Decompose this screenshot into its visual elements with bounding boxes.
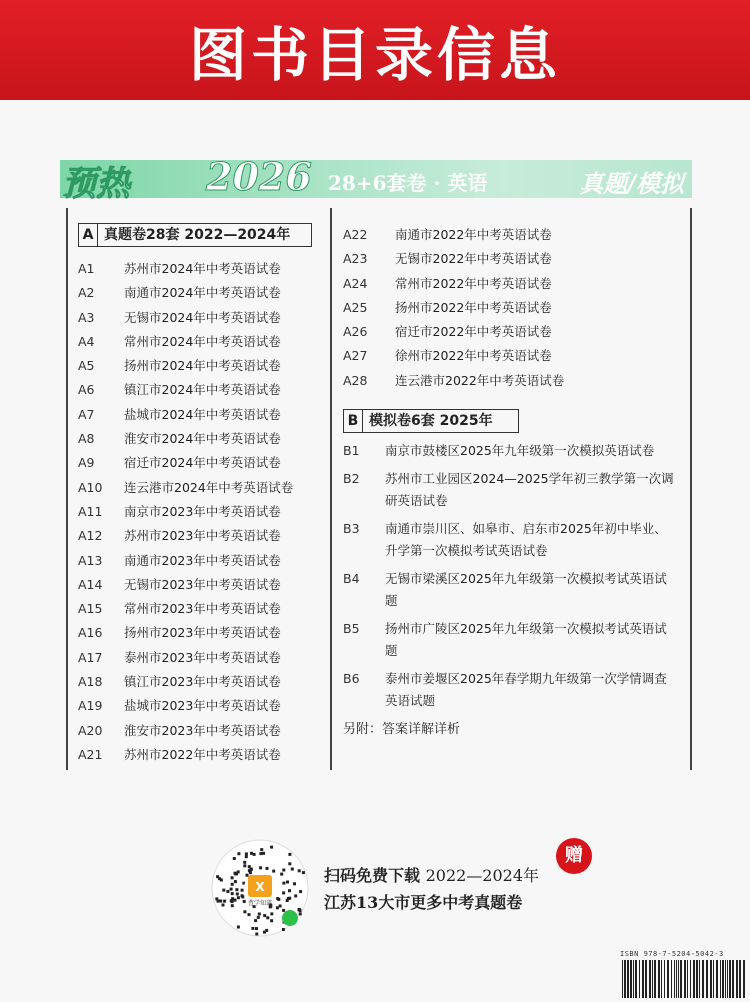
toc-item-a26	[343, 320, 688, 344]
toc-item-title: 无锡市2023年中考英语试卷	[124, 576, 281, 592]
toc-item-code: A19	[78, 698, 103, 714]
toc-item-title: 无锡市2024年中考英语试卷	[124, 309, 281, 325]
toc-item-a4	[78, 330, 318, 354]
toc-item-title: 宿迁市2024年中考英语试卷	[124, 455, 281, 471]
toc-item-title: 南京市鼓楼区2025年九年级第一次模拟英语试卷	[385, 443, 655, 459]
toc-item-code: A28	[343, 372, 368, 388]
toc-item-code: A12	[78, 528, 103, 544]
toc-item-a7	[78, 403, 318, 427]
toc-item-a10	[78, 476, 318, 500]
toc-item-a28	[343, 369, 688, 393]
toc-item-title: 镇江市2023年中考英语试卷	[124, 674, 281, 690]
middle-divider-line	[330, 208, 332, 770]
toc-item-code: B6	[343, 671, 360, 687]
toc-item-code: A27	[343, 348, 368, 364]
toc-item-b5	[343, 618, 688, 662]
toc-item-a27	[343, 344, 688, 368]
toc-item-a25	[343, 296, 688, 320]
toc-item-a2	[78, 281, 318, 305]
toc-item-title: 镇江市2024年中考英语试卷	[124, 382, 281, 398]
toc-item-title: 扬州市2024年中考英语试卷	[124, 358, 281, 374]
section-a-header	[78, 223, 312, 247]
toc-item-a3	[78, 306, 318, 330]
isbn-barcode	[620, 950, 750, 1000]
toc-item-title: 泰州市2023年中考英语试卷	[124, 649, 281, 665]
toc-item-code: B2	[343, 471, 360, 487]
book-year: 2026	[206, 154, 312, 199]
toc-item-a18	[78, 670, 318, 694]
toc-item-title: 常州市2024年中考英语试卷	[124, 333, 281, 349]
section-b-list	[343, 440, 688, 712]
section-b-title: 模拟卷6套 2025年	[369, 413, 493, 430]
toc-item-code: A22	[343, 227, 368, 242]
right-column	[343, 223, 688, 737]
qr-code[interactable]	[210, 838, 310, 938]
section-a-continued-list	[343, 223, 688, 393]
toc-item-code: A1	[78, 261, 95, 276]
toc-item-title: 宿迁市2022年中考英语试卷	[395, 324, 552, 340]
section-a-column	[78, 223, 318, 767]
toc-item-a9	[78, 451, 318, 475]
section-b-header	[343, 409, 519, 433]
toc-item-title: 盐城市2023年中考英语试卷	[124, 698, 281, 714]
toc-item-a22	[343, 223, 688, 247]
svg-text:X: X	[255, 880, 265, 894]
toc-item-a14	[78, 573, 318, 597]
toc-item-title: 南通市2022年中考英语试卷	[395, 227, 552, 242]
toc-item-a20	[78, 719, 318, 743]
toc-item-a23	[343, 247, 688, 271]
toc-item-code: A17	[78, 649, 103, 665]
toc-item-code: B3	[343, 521, 360, 537]
section-a-list	[78, 257, 318, 767]
toc-item-title: 苏州市2022年中考英语试卷	[124, 746, 281, 762]
left-border-line	[66, 208, 68, 770]
section-b-letter: B	[344, 410, 363, 432]
banner-title: 图书目录信息	[188, 21, 561, 89]
toc-item-code: A16	[78, 625, 103, 641]
toc-item-b3	[343, 518, 688, 562]
toc-item-code: A10	[78, 479, 103, 495]
toc-item-title: 淮安市2024年中考英语试卷	[124, 431, 281, 447]
toc-item-code: A21	[78, 746, 103, 762]
qr-code-graphic	[210, 838, 310, 938]
promo-year-range: 2022—2024年	[425, 866, 540, 885]
toc-item-title: 苏州市工业园区2024—2025学年初三教学第一次调研英语试卷	[385, 471, 674, 509]
toc-item-a21	[78, 743, 318, 767]
toc-item-code: A24	[343, 275, 368, 291]
toc-item-title: 泰州市姜堰区2025年春学期九年级第一次学情调查英语试题	[385, 671, 667, 709]
appendix-note: 另附：答案详解详析	[343, 722, 461, 738]
toc-item-code: A9	[78, 455, 95, 471]
toc-item-code: A23	[343, 251, 368, 267]
toc-item-a11	[78, 500, 318, 524]
toc-item-code: A25	[343, 299, 368, 315]
toc-item-title: 徐州市2022年中考英语试卷	[395, 348, 552, 364]
toc-item-title: 连云港市2022年中考英语试卷	[395, 372, 565, 388]
toc-item-title: 无锡市2022年中考英语试卷	[395, 251, 552, 267]
toc-item-b1	[343, 440, 688, 462]
toc-item-title: 常州市2022年中考英语试卷	[395, 275, 552, 291]
book-title-band	[60, 154, 692, 204]
toc-item-title: 扬州市2022年中考英语试卷	[395, 299, 552, 315]
toc-item-a12	[78, 524, 318, 548]
toc-item-a24	[343, 272, 688, 296]
toc-item-code: A5	[78, 358, 95, 374]
toc-item-b4	[343, 568, 688, 612]
toc-item-title: 盐城市2024年中考英语试卷	[124, 406, 281, 422]
toc-item-code: A11	[78, 503, 103, 519]
gift-badge: 赠	[556, 838, 592, 874]
toc-item-a16	[78, 621, 318, 645]
toc-item-title: 常州市2023年中考英语试卷	[124, 601, 281, 617]
toc-item-a19	[78, 694, 318, 718]
toc-item-a13	[78, 549, 318, 573]
right-border-line	[690, 208, 692, 770]
toc-item-a6	[78, 378, 318, 402]
toc-item-code: B1	[343, 443, 360, 459]
toc-item-a17	[78, 646, 318, 670]
qr-brand-text: 曹学知道	[247, 900, 273, 907]
toc-item-a1	[78, 257, 318, 281]
toc-item-title: 南通市2024年中考英语试卷	[124, 285, 281, 301]
toc-item-a5	[78, 354, 318, 378]
book-subtitle: 28+6套卷 · 英语	[328, 171, 488, 195]
book-prefix: 预热	[62, 164, 130, 204]
section-a-title: 真题卷28套 2022—2024年	[104, 227, 291, 243]
toc-item-title: 南京市2023年中考英语试卷	[124, 503, 281, 519]
toc-item-title: 扬州市2023年中考英语试卷	[124, 625, 281, 641]
section-a-letter: A	[79, 224, 98, 246]
toc-item-code: A20	[78, 722, 103, 738]
book-type: 真题/模拟	[579, 169, 684, 198]
toc-item-title: 苏州市2023年中考英语试卷	[124, 528, 281, 544]
toc-item-code: B5	[343, 621, 360, 637]
toc-item-a15	[78, 597, 318, 621]
promo-line-2: 江苏13大市更多中考真题卷	[324, 893, 523, 912]
toc-item-code: A13	[78, 552, 103, 568]
top-banner	[0, 0, 750, 100]
toc-item-code: A14	[78, 576, 103, 592]
toc-item-code: A8	[78, 431, 95, 447]
toc-item-code: A18	[78, 674, 103, 690]
toc-item-code: A4	[78, 333, 95, 349]
toc-item-code: A7	[78, 406, 95, 422]
toc-item-code: A6	[78, 382, 95, 398]
toc-item-b6	[343, 668, 688, 712]
toc-item-a8	[78, 427, 318, 451]
promo-line-1	[324, 863, 539, 886]
toc-item-title: 南通市崇川区、如皋市、启东市2025年初中毕业、升学第一次模拟考试英语试卷	[385, 521, 667, 559]
toc-item-title: 苏州市2024年中考英语试卷	[124, 261, 281, 276]
barcode-icon	[620, 958, 750, 998]
toc-item-code: A15	[78, 601, 103, 617]
toc-item-title: 南通市2023年中考英语试卷	[124, 552, 281, 568]
toc-item-title: 连云港市2024年中考英语试卷	[124, 479, 294, 495]
toc-item-code: A2	[78, 285, 95, 301]
toc-item-code: A26	[343, 324, 368, 340]
toc-item-title: 无锡市梁溪区2025年九年级第一次模拟考试英语试题	[385, 571, 667, 609]
promo-line-1-text: 扫码免费下载	[324, 866, 426, 885]
toc-item-title: 淮安市2023年中考英语试卷	[124, 722, 281, 738]
isbn-text: ISBN 978-7-5204-5042-3	[620, 950, 724, 958]
toc-item-code: B4	[343, 571, 360, 587]
toc-item-code: A3	[78, 309, 95, 325]
toc-item-b2	[343, 468, 688, 512]
toc-item-title: 扬州市广陵区2025年九年级第一次模拟考试英语试题	[385, 621, 667, 659]
